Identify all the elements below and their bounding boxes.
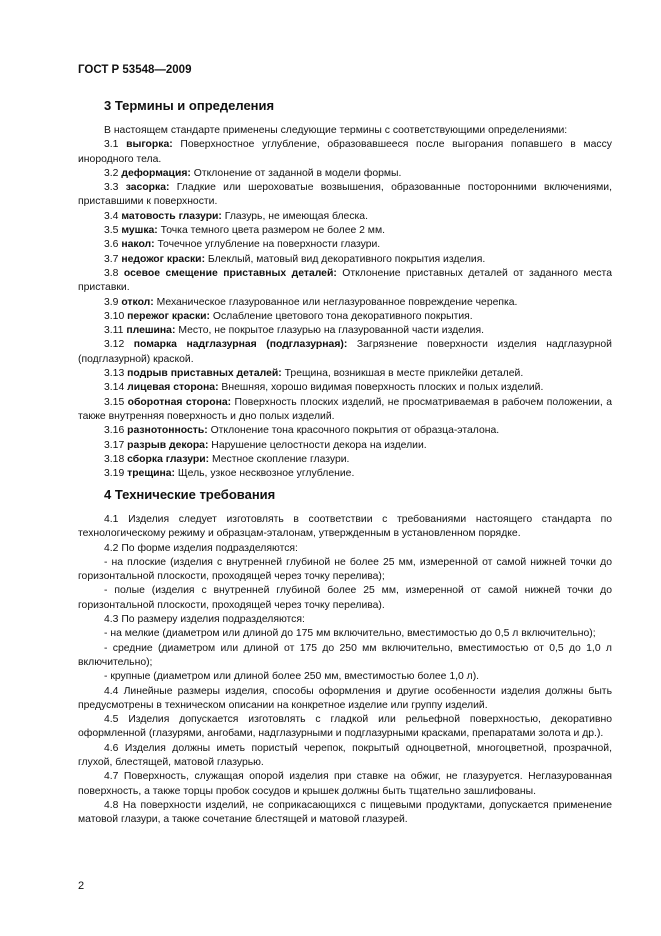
term-text: Глазурь, не имеющая блеска. <box>221 210 368 222</box>
section-4-heading: 4 Технические требования <box>104 487 276 502</box>
term-text: Блеклый, матовый вид декоративного покрытия изделия. <box>205 253 486 265</box>
term-name: оборотная сторона: <box>127 396 232 408</box>
term-number: 3.5 <box>104 225 122 237</box>
requirement-paragraph: - на мелкие (диаметром или длиной до 175 мм включительно, вместимостью до 0,5 л включительно); <box>104 628 596 640</box>
section-4-body <box>78 513 612 828</box>
term-name: сборка глазури: <box>127 453 210 465</box>
requirement-paragraph: 4.7 Поверхность, служащая опорой изделия при ставке на обжиг, не глазуруется. Неглазурованная поверхность, а также торцы пробок сосудов и крышек должны быть тщательно зашлифованы. <box>78 771 612 797</box>
term-definition <box>78 224 612 238</box>
term-name: засорка: <box>125 182 170 194</box>
term-text: Загрязнение поверхности изделия надглазурной (подглазурной) краской. <box>78 339 612 365</box>
term-definition <box>78 338 612 367</box>
term-number: 3.7 <box>104 253 122 265</box>
term-name: мушка: <box>121 225 158 237</box>
term-definition <box>78 467 612 481</box>
requirement-paragraph: 4.1 Изделия следует изготовлять в соответствии с требованиями настоящего стандарта по технологическому режиму и образцам-эталонам, утвержденным в установленном порядке. <box>78 514 612 540</box>
term-name: разрыв декора: <box>127 439 209 451</box>
term-definition <box>78 424 612 438</box>
requirement-paragraph: 4.8 На поверхности изделий, не соприкасающихся с пищевыми продуктами, допускается применение матовой глазури, а также сочетание блестящей и матовой глазурей. <box>78 799 612 826</box>
term-definition <box>78 296 612 310</box>
requirement-paragraph: - полые (изделия с внутренней глубиной более 25 мм, измеренной от самой нижней точки до горизонтальной плоскости, проходящей через точку перелива). <box>78 585 612 611</box>
term-text: Трещина, возникшая в месте приклейки деталей. <box>281 368 524 380</box>
term-text: Поверхность плоских изделий, не просматриваемая в рабочем положении, а также внутренняя поверхность и дно полых изделий. <box>78 396 612 422</box>
term-number: 3.16 <box>104 425 128 437</box>
term-number: 3.9 <box>104 296 122 308</box>
term-name: пережог краски: <box>127 310 210 322</box>
term-text: Нарушение целостности декора на изделии. <box>208 439 427 451</box>
requirement-paragraph: 4.5 Изделия допускается изготовлять с гладкой или рельефной поверхностью, декоративно оформленной (глазурями, ангобами, надглазурными и подглазурными красками, препаратами золота и др.). <box>78 714 612 740</box>
standard-code-header: ГОСТ Р 53548—2009 <box>78 64 192 76</box>
term-number: 3.4 <box>104 210 122 222</box>
term-number: 3.10 <box>104 310 128 322</box>
section-3-heading: 3 Термины и определения <box>104 98 275 113</box>
term-number: 3.8 <box>104 267 124 279</box>
term-name: выгорка: <box>126 139 173 151</box>
term-text: Точечное углубление на поверхности глазури. <box>154 239 381 251</box>
term-definition <box>78 253 612 267</box>
term-number: 3.12 <box>104 339 134 351</box>
term-text: Отклонение тона красочного покрытия от образца-эталона. <box>207 425 500 437</box>
term-name: осевое смещение приставных деталей: <box>123 267 337 279</box>
term-name: разнотонность: <box>127 425 208 437</box>
term-name: лицевая сторона: <box>127 382 219 394</box>
term-text: Точка темного цвета размером не более 2 мм. <box>157 225 385 237</box>
term-text: Поверхностное углубление, образовавшееся после выгорания попавшего в массу инородного тела. <box>78 139 612 165</box>
term-definition <box>78 324 612 338</box>
term-definition <box>78 381 612 395</box>
terms-list <box>78 138 612 481</box>
term-text: Местное скопление глазури. <box>209 453 350 465</box>
term-definition <box>78 310 612 324</box>
requirement-paragraph: - на плоские (изделия с внутренней глубиной не более 25 мм, измеренной от самой нижней точки до горизонтальной плоскости, проходящей через точку перелива); <box>78 556 612 583</box>
term-text: Гладкие или шероховатые возвышения, образованные посторонними включениями, приставшими к поверхности. <box>78 182 612 208</box>
term-text: Отклонение приставных деталей от заданного места приставки. <box>78 267 612 294</box>
term-name: накол: <box>121 239 155 251</box>
requirement-paragraph: - крупные (диаметром или длиной более 250 мм, вместимостью более 1,0 л). <box>104 671 480 683</box>
requirement-paragraph: 4.3 По размеру изделия подразделяются: <box>104 614 305 626</box>
requirement-paragraph: 4.6 Изделия должны иметь пористый черепок, покрытый одноцветной, многоцветной, прозрачной, глухой, блестящей, матовой глазурью. <box>78 742 612 769</box>
requirement-paragraph: 4.2 По форме изделия подразделяются: <box>104 542 298 554</box>
term-definition <box>78 439 612 453</box>
requirement-paragraph: 4.4 Линейные размеры изделия, способы оформления и другие особенности изделия должны быть предусмотрены в техническом описании на конкретное изделие или группу изделий. <box>78 685 612 711</box>
term-definition <box>78 453 612 467</box>
term-text: Ослабление цветового тона декоративного покрытия. <box>210 310 473 322</box>
term-text: Место, не покрытое глазурью на глазурованной части изделия. <box>175 325 484 337</box>
term-definition <box>78 238 612 252</box>
term-number: 3.18 <box>104 453 128 465</box>
term-number: 3.13 <box>104 368 128 380</box>
term-number: 3.19 <box>104 468 128 480</box>
term-number: 3.6 <box>104 239 122 251</box>
term-text: Механическое глазурованное или неглазурованное повреждение черепка. <box>153 296 518 308</box>
term-definition <box>78 267 612 296</box>
term-name: деформация: <box>121 167 191 179</box>
term-name: плешина: <box>126 325 176 337</box>
term-name: подрыв приставных деталей: <box>127 368 282 380</box>
section-3-body <box>78 124 612 481</box>
term-definition <box>78 396 612 425</box>
term-definition <box>78 367 612 381</box>
term-definition <box>78 167 612 181</box>
term-name: матовость глазури: <box>121 210 222 222</box>
section-3-intro: В настоящем стандарте применены следующие термины с соответствующими определениями: <box>104 125 568 136</box>
term-number: 3.3 <box>104 182 126 194</box>
term-number: 3.2 <box>104 167 122 179</box>
term-definition <box>78 138 612 167</box>
term-definition <box>78 210 612 224</box>
term-name: трещина: <box>127 468 176 480</box>
term-definition <box>78 181 612 210</box>
term-name: откол: <box>121 296 154 308</box>
term-number: 3.11 <box>104 325 127 337</box>
term-number: 3.14 <box>104 382 128 394</box>
term-number: 3.1 <box>104 139 127 151</box>
term-text: Щель, узкое несквозное углубление. <box>175 468 355 480</box>
term-name: помарка надглазурная (подглазурная): <box>133 339 348 351</box>
term-text: Внешняя, хорошо видимая поверхность плоских и полых изделий. <box>218 382 544 394</box>
page-number: 2 <box>78 880 85 892</box>
term-number: 3.15 <box>104 396 128 408</box>
term-number: 3.17 <box>104 439 128 451</box>
term-text: Отклонение от заданной в модели формы. <box>190 167 402 179</box>
requirement-paragraph: - средние (диаметром или длиной от 175 до 250 мм включительно, вместимостью от 0,5 до 1,0 л включительно); <box>78 642 612 668</box>
term-name: недожог краски: <box>121 253 206 265</box>
